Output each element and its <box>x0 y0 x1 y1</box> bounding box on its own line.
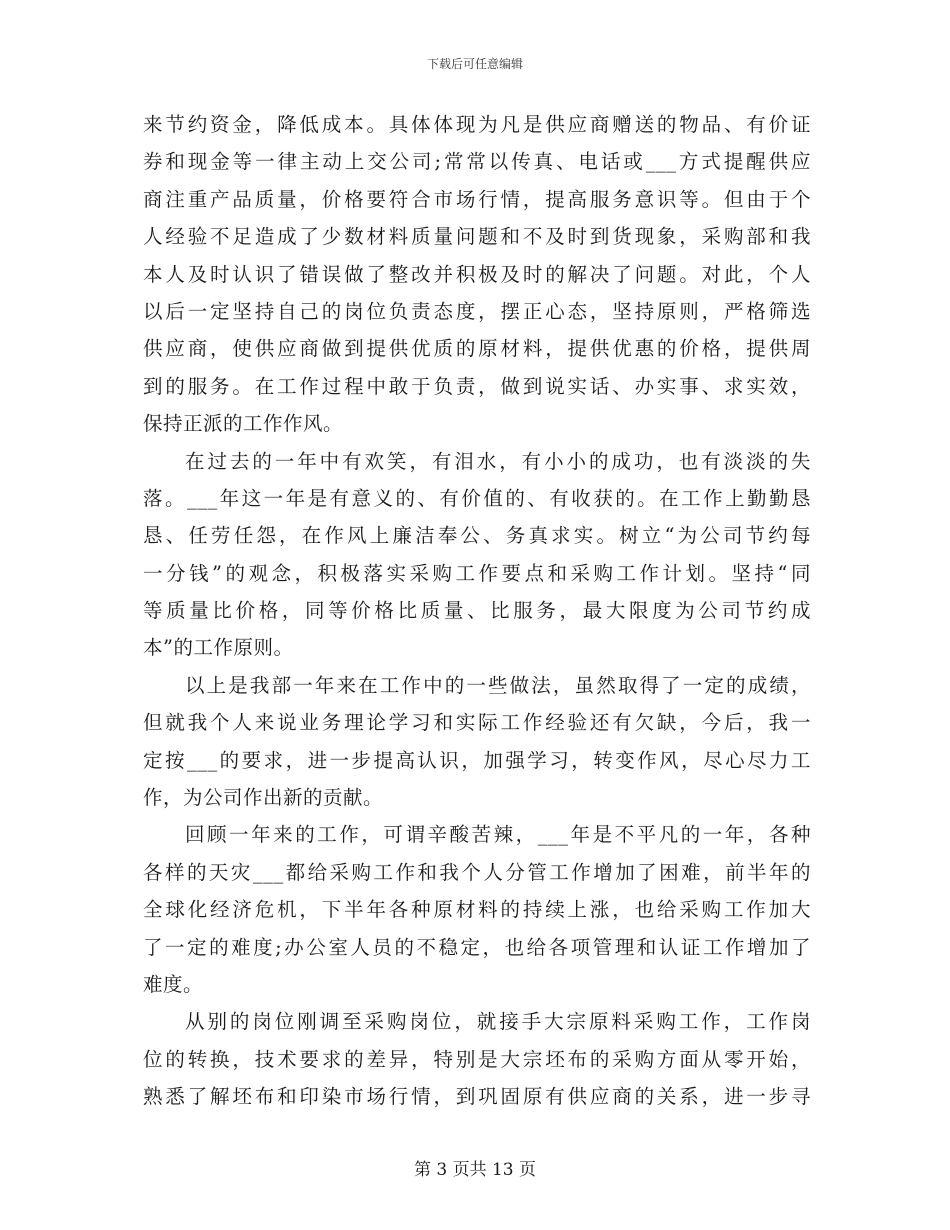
text-line: 落。___年这一年是有意义的、有价值的、有收获的。在工作上勤勤恳 <box>143 486 811 510</box>
text-line: 保持正派的工作作风。 <box>143 412 344 436</box>
text-line: 从别的岗位刚调至采购岗位，就接手大宗原料采购工作，工作岗 <box>185 1010 811 1034</box>
text-line: 来节约资金，降低成本。具体体现为凡是供应商赠送的物品、有价证 <box>143 113 811 136</box>
text-line: 等质量比价格，同等价格比质量、比服务，最大限度为公司节约成 <box>143 599 811 623</box>
page-header: 下载后可任意编辑 <box>426 57 523 71</box>
text-line: 了一定的难度;办公室人员的不稳定，也给各项管理和认证工作增加了 <box>143 935 811 959</box>
paragraph <box>143 106 811 443</box>
text-line: 在过去的一年中有欢笑，有泪水，有小小的成功，也有淡淡的失 <box>185 449 811 473</box>
text-line: 作，为公司作出新的贡献。 <box>143 786 384 810</box>
text-line: 熟悉了解坯布和印染市场行情，到巩固原有供应商的关系，进一步寻 <box>143 1085 811 1109</box>
text-line: 券和现金等一律主动上交公司;常常以传真、电话或___方式提醒供应 <box>143 150 811 174</box>
text-line: 人经验不足造成了少数材料质量问题和不及时到货现象，采购部和我 <box>143 225 811 249</box>
text-line: 回顾一年来的工作，可谓辛酸苦辣，___年是不平凡的一年，各种 <box>185 823 811 847</box>
paragraph <box>143 443 811 667</box>
paragraph <box>143 1003 811 1115</box>
paragraph <box>143 667 811 817</box>
text-line: 本人及时认识了错误做了整改并积极及时的解决了问题。对此，个人 <box>143 262 811 286</box>
text-line: 本”的工作原则。 <box>143 636 294 660</box>
text-line: 位的转换，技术要求的差异，特别是大宗坯布的采购方面从零开始， <box>143 1047 811 1071</box>
text-line: 到的服务。在工作过程中敢于负责，做到说实话、办实事、求实效， <box>143 374 811 398</box>
paragraph <box>143 816 811 1003</box>
text-line: 一分钱”的观念，积极落实采购工作要点和采购工作计划。坚持“同 <box>143 561 811 585</box>
page-number: 第 3 页共 13 页 <box>413 1160 537 1180</box>
text-line: 商注重产品质量，价格要符合市场行情，提高服务意识等。但由于个 <box>143 187 811 211</box>
text-line: 但就我个人来说业务理论学习和实际工作经验还有欠缺，今后，我一 <box>143 711 811 735</box>
document-body <box>143 106 811 1116</box>
text-line: 以后一定坚持自己的岗位负责态度，摆正心态，坚持原则，严格筛选 <box>143 299 811 323</box>
text-line: 恳、任劳任怨，在作风上廉洁奉公、务真求实。树立“为公司节约每 <box>143 524 811 548</box>
text-line: 全球化经济危机，下半年各种原材料的持续上涨，也给采购工作加大 <box>143 898 811 922</box>
text-line: 供应商，使供应商做到提供优质的原材料，提供优惠的价格，提供周 <box>143 337 811 361</box>
text-line: 定按___的要求，进一步提高认识，加强学习，转变作风，尽心尽力工 <box>143 748 811 772</box>
text-line: 各样的天灾___都给采购工作和我个人分管工作增加了困难，前半年的 <box>143 860 811 884</box>
text-line: 以上是我部一年来在工作中的一些做法，虽然取得了一定的成绩， <box>185 673 811 697</box>
text-line: 难度。 <box>143 972 204 996</box>
